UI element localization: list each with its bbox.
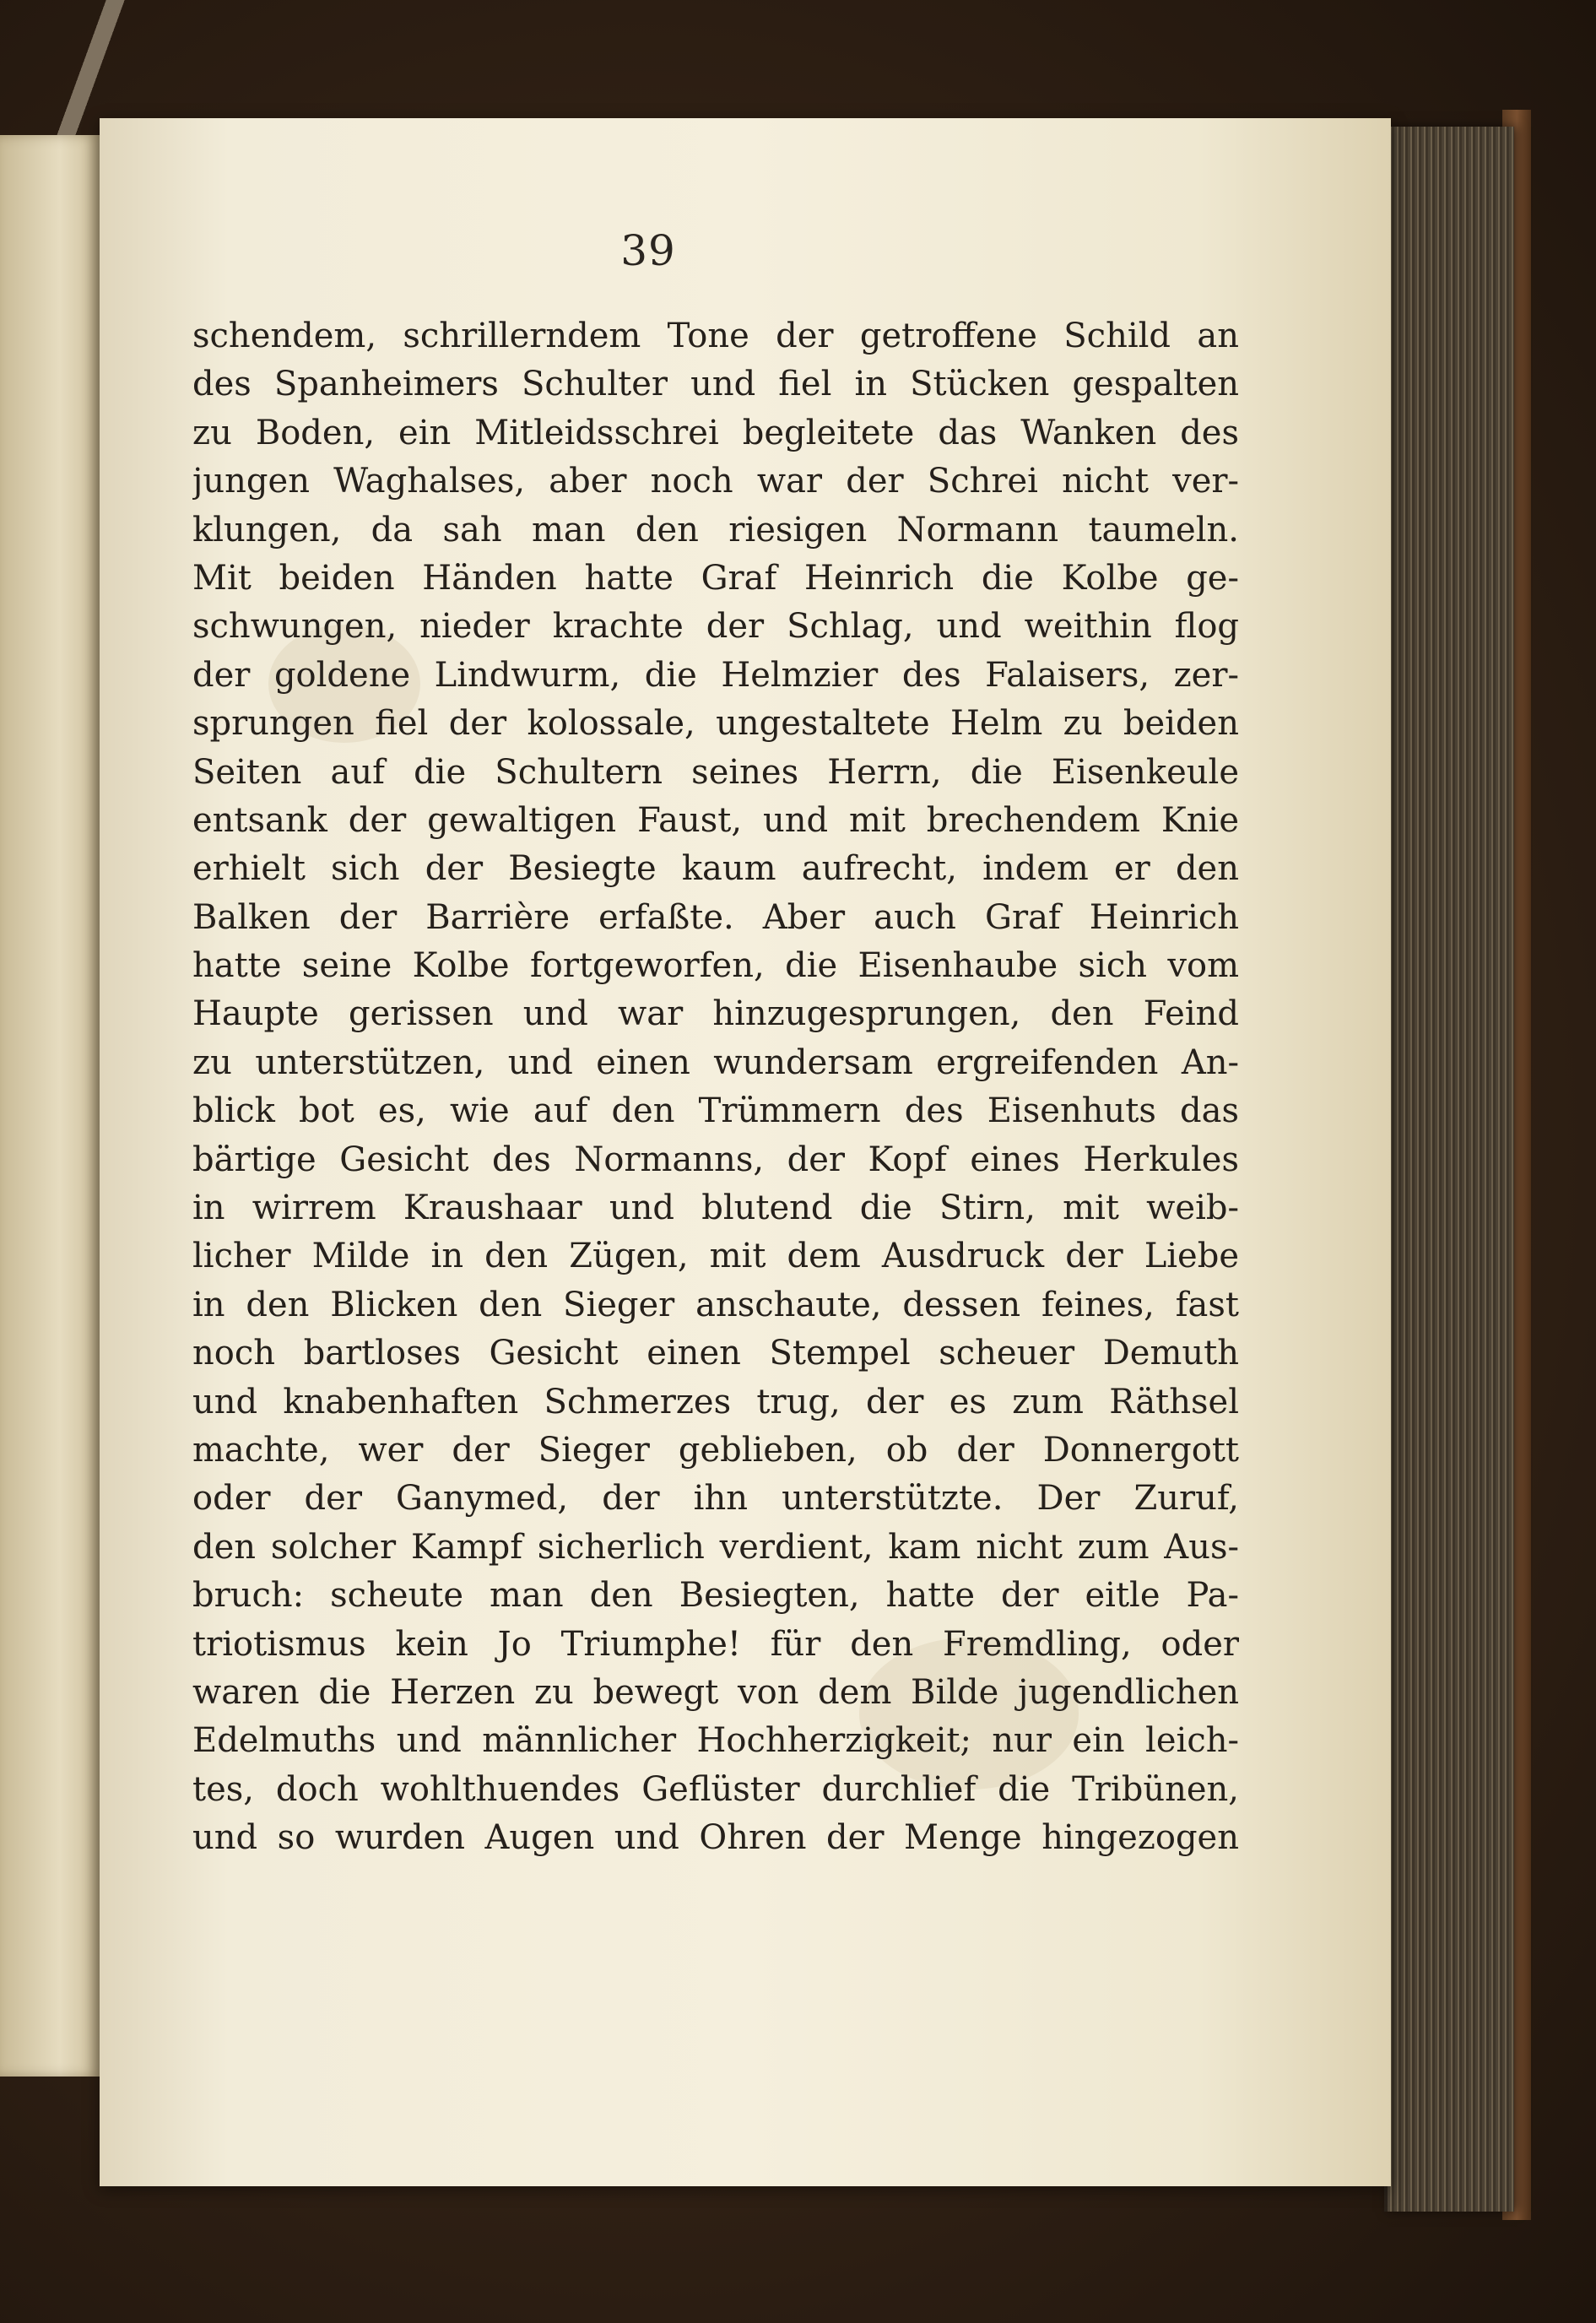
text-line: noch bartloses Gesicht einen Stempel scheuer Demuth xyxy=(192,1334,1239,1373)
facing-page-edge xyxy=(0,135,102,2077)
text-line: zu Boden, ein Mitleidsschrei begleitete das Wanken des xyxy=(192,413,1239,452)
text-line: hatte seine Kolbe fortgeworfen, die Eisenhaube sich vom xyxy=(192,946,1239,986)
text-line: oder der Ganymed, der ihn unterstützte. Der Zuruf, xyxy=(192,1479,1239,1519)
text-line: in den Blicken den Sieger anschaute, dessen feines, fast xyxy=(192,1285,1239,1324)
text-line: sprungen fiel der kolossale, ungestaltete Helm zu beiden xyxy=(192,704,1239,744)
text-line: bruch: scheute man den Besiegten, hatte der eitle Pa- xyxy=(192,1576,1239,1616)
text-line: und knabenhaften Schmerzes trug, der es zum Räthsel xyxy=(192,1382,1239,1421)
text-line: und so wurden Augen und Ohren der Menge hingezogen xyxy=(192,1818,1239,1858)
text-line: Mit beiden Händen hatte Graf Heinrich die Kolbe ge- xyxy=(192,558,1239,598)
text-line: blick bot es, wie auf den Trümmern des Eisenhuts das xyxy=(192,1091,1239,1131)
book-page xyxy=(100,118,1391,2186)
text-line: jungen Waghalses, aber noch war der Schrei nicht ver- xyxy=(192,462,1239,501)
page-block-edge xyxy=(1384,127,1514,2212)
text-line: Seiten auf die Schultern seines Herrn, die Eisenkeule xyxy=(192,752,1239,792)
body-text xyxy=(192,312,1239,1863)
text-line: schendem, schrillerndem Tone der getroffene Schild an xyxy=(192,317,1239,355)
text-line: des Spanheimers Schulter und fiel in Stücken gespalten xyxy=(192,365,1239,404)
text-line: der goldene Lindwurm, die Helmzier des Falaisers, zer- xyxy=(192,655,1239,695)
page-number: 39 xyxy=(620,226,676,275)
text-line: in wirrem Kraushaar und blutend die Stirn, mit weib- xyxy=(192,1189,1239,1228)
text-line: triotismus kein Jo Triumphe! für den Fremdling, oder xyxy=(192,1624,1239,1664)
text-line: entsank der gewaltigen Faust, und mit brechendem Knie xyxy=(192,800,1239,840)
text-line: Haupte gerissen und war hinzugesprungen, den Feind xyxy=(192,994,1239,1034)
text-line: bärtige Gesicht des Normanns, der Kopf eines Herkules xyxy=(192,1140,1239,1179)
text-line: tes, doch wohlthuendes Geflüster durchlief die Tribünen, xyxy=(192,1769,1239,1809)
text-line: den solcher Kampf sicherlich verdient, kam nicht zum Aus- xyxy=(192,1527,1239,1567)
text-line: schwungen, nieder krachte der Schlag, und weithin flog xyxy=(192,607,1239,647)
text-line: Edelmuths und männlicher Hochherzigkeit; nur ein leich- xyxy=(192,1721,1239,1761)
text-line: Balken der Barrière erfaßte. Aber auch Graf Heinrich xyxy=(192,897,1239,937)
text-line: erhielt sich der Besiegte kaum aufrecht, indem er den xyxy=(192,849,1239,889)
text-line: machte, wer der Sieger geblieben, ob der Donnergott xyxy=(192,1430,1239,1470)
text-line: klungen, da sah man den riesigen Normann taumeln. xyxy=(192,510,1239,550)
text-line: waren die Herzen zu bewegt von dem Bilde jugendlichen xyxy=(192,1672,1239,1712)
text-line: licher Milde in den Zügen, mit dem Ausdruck der Liebe xyxy=(192,1237,1239,1276)
text-line: zu unterstützen, und einen wundersam ergreifenden An- xyxy=(192,1042,1239,1082)
